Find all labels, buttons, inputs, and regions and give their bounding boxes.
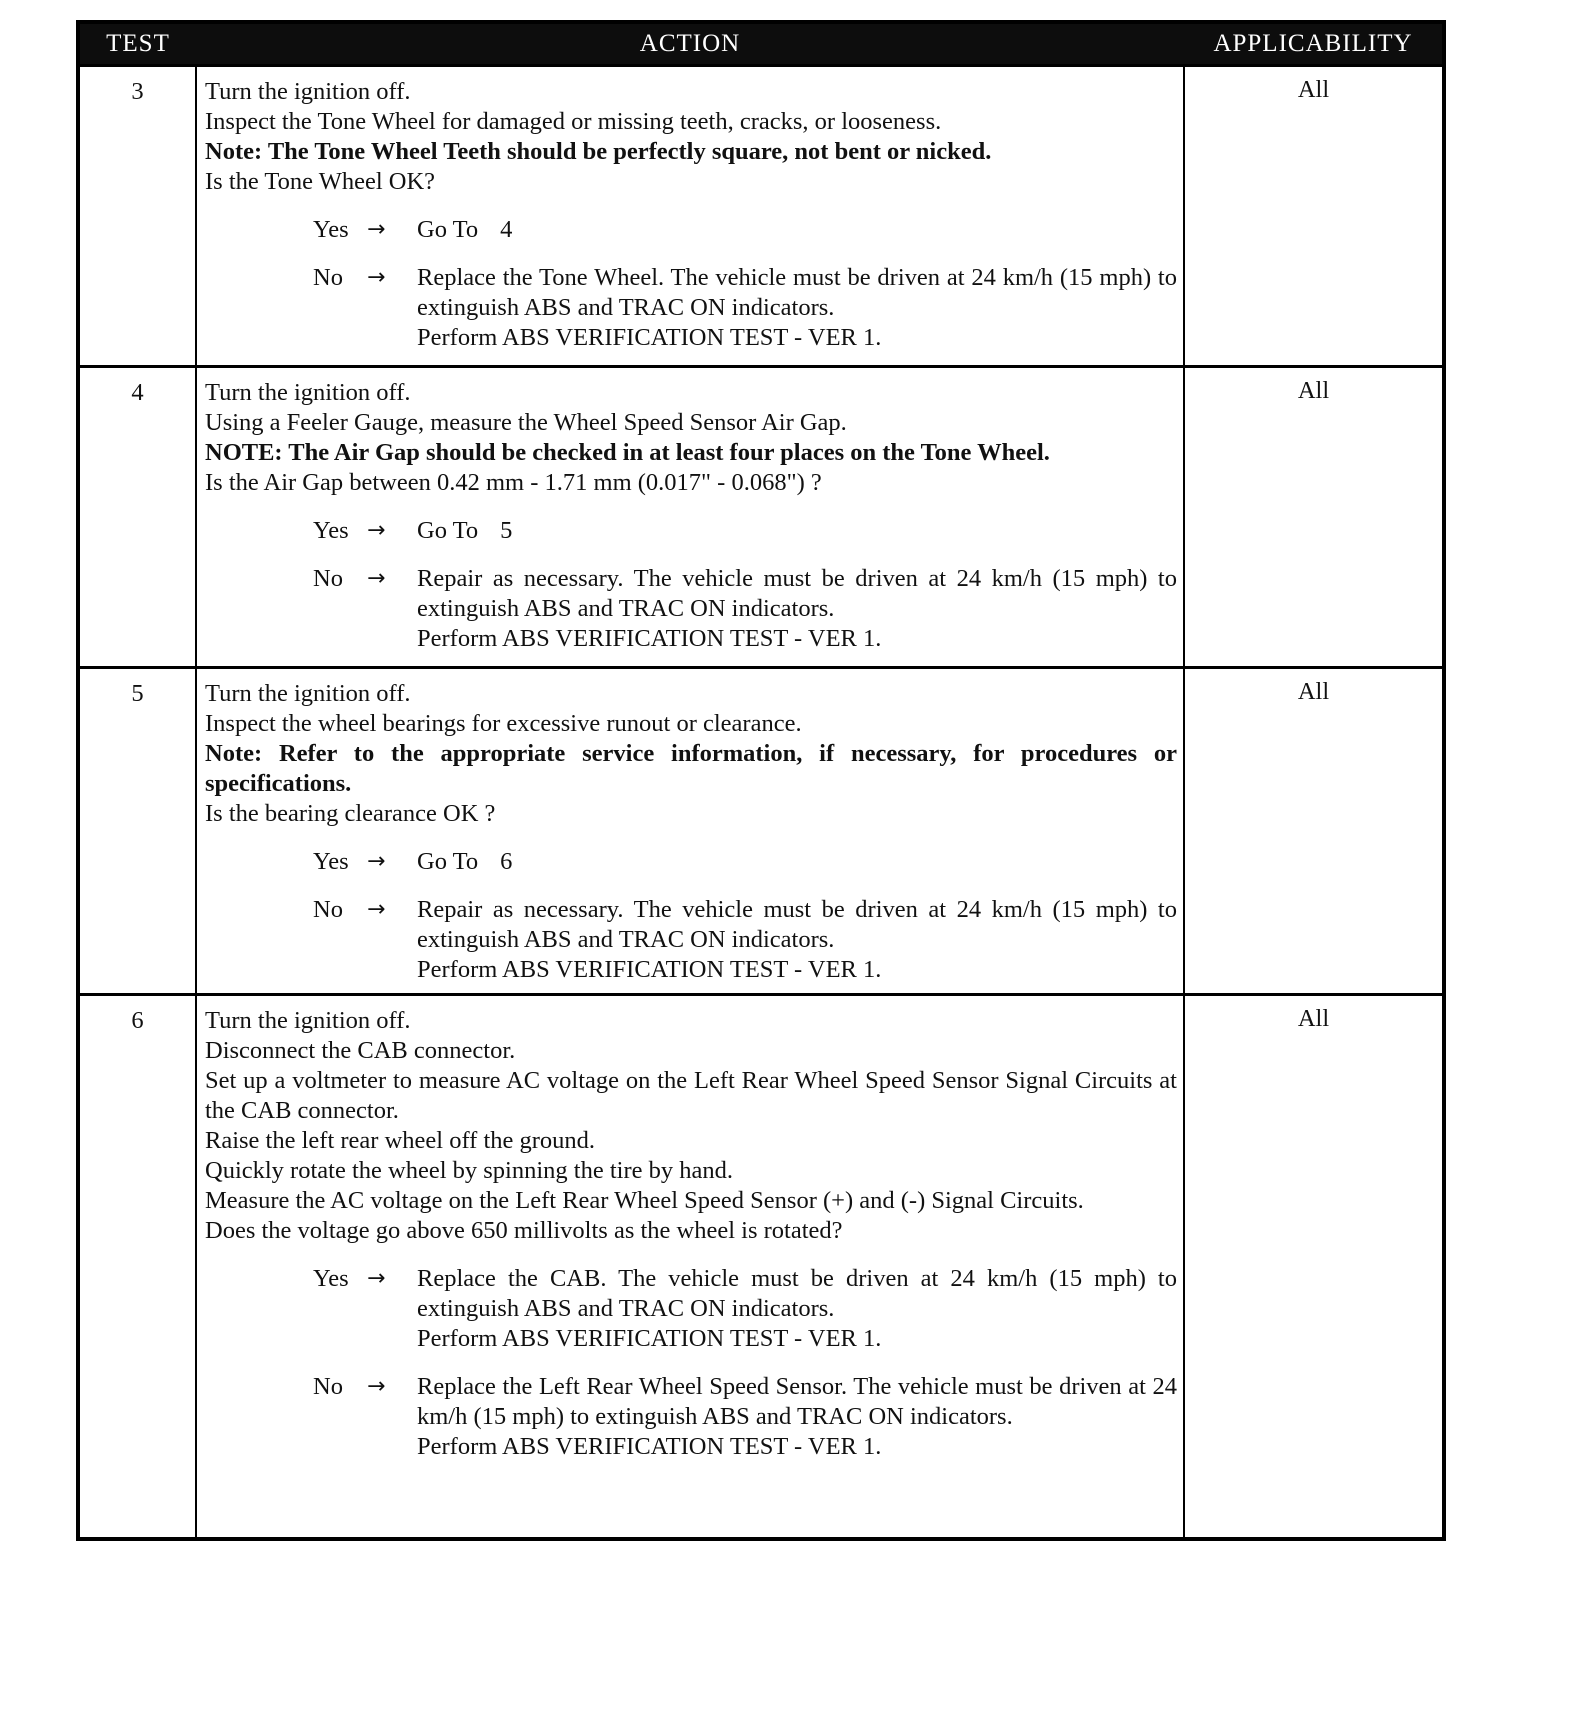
arrow-icon: → bbox=[367, 1374, 386, 1399]
no-label: No bbox=[313, 264, 343, 291]
yes-label: Yes bbox=[313, 1265, 349, 1292]
header-applicability: APPLICABILITY bbox=[1184, 22, 1444, 66]
applicability-cell: All bbox=[1184, 668, 1444, 995]
action-step: Measure the AC voltage on the Left Rear Wheel Speed Sensor (+) and (-) Signal Circuits. bbox=[205, 1187, 1084, 1214]
arrow-icon: → bbox=[367, 897, 386, 922]
action-step: Raise the left rear wheel off the ground. bbox=[205, 1127, 596, 1154]
yes-branch bbox=[313, 1264, 1177, 1354]
action-step: Turn the ignition off. bbox=[205, 680, 411, 707]
test-row-4 bbox=[78, 367, 1444, 668]
arrow-icon: → bbox=[367, 265, 386, 290]
yes-branch-text: Replace the CAB. The vehicle must be driven at 24 km/h (15 mph) to extinguish ABS and TRAC ON indicators. bbox=[417, 1265, 1177, 1322]
yes-branch bbox=[313, 847, 1177, 877]
test-number: 6 bbox=[78, 995, 196, 1539]
no-branch bbox=[313, 263, 1177, 353]
no-branch-perform: Perform ABS VERIFICATION TEST - VER 1. bbox=[417, 324, 882, 351]
action-step: Inspect the Tone Wheel for damaged or missing teeth, cracks, or looseness. bbox=[205, 108, 942, 135]
test-number: 3 bbox=[78, 66, 196, 367]
action-note: NOTE: The Air Gap should be checked in at least four places on the Tone Wheel. bbox=[205, 439, 1050, 466]
action-question: Is the Tone Wheel OK? bbox=[205, 168, 436, 195]
test-row-3 bbox=[78, 66, 1444, 367]
yes-label: Yes bbox=[313, 848, 349, 875]
header-action: ACTION bbox=[196, 22, 1184, 66]
no-branch-perform: Perform ABS VERIFICATION TEST - VER 1. bbox=[417, 1433, 882, 1460]
no-branch-perform: Perform ABS VERIFICATION TEST - VER 1. bbox=[417, 956, 882, 983]
action-cell bbox=[196, 668, 1184, 995]
test-number: 4 bbox=[78, 367, 196, 668]
action-note: Note: Refer to the appropriate service information, if necessary, for procedures or specifications. bbox=[205, 740, 1177, 797]
header-test: TEST bbox=[78, 22, 196, 66]
no-branch bbox=[313, 1372, 1177, 1462]
goto-text: Go To bbox=[417, 216, 479, 243]
diagnostic-sheet bbox=[76, 20, 1442, 1541]
action-step: Set up a voltmeter to measure AC voltage on the Left Rear Wheel Speed Sensor Signal Circuits at the CAB connector. bbox=[205, 1067, 1177, 1124]
yes-label: Yes bbox=[313, 216, 349, 243]
applicability-cell: All bbox=[1184, 66, 1444, 367]
goto-number: 6 bbox=[500, 848, 513, 875]
goto-number: 4 bbox=[500, 216, 513, 243]
no-branch-text: Repair as necessary. The vehicle must be driven at 24 km/h (15 mph) to extinguish ABS and TRAC ON indicators. bbox=[417, 896, 1177, 953]
yes-branch bbox=[313, 215, 1177, 245]
goto-text: Go To bbox=[417, 517, 479, 544]
no-label: No bbox=[313, 565, 343, 592]
action-note: Note: The Tone Wheel Teeth should be perfectly square, not bent or nicked. bbox=[205, 138, 992, 165]
yes-label: Yes bbox=[313, 517, 349, 544]
action-step: Turn the ignition off. bbox=[205, 379, 411, 406]
action-step: Turn the ignition off. bbox=[205, 1007, 411, 1034]
action-question: Is the Air Gap between 0.42 mm - 1.71 mm (0.017" - 0.068") ? bbox=[205, 469, 822, 496]
no-label: No bbox=[313, 1373, 343, 1400]
test-row-6 bbox=[78, 995, 1444, 1539]
no-branch-perform: Perform ABS VERIFICATION TEST - VER 1. bbox=[417, 625, 882, 652]
action-question: Does the voltage go above 650 millivolts as the wheel is rotated? bbox=[205, 1217, 843, 1244]
yes-branch-perform: Perform ABS VERIFICATION TEST - VER 1. bbox=[417, 1325, 882, 1352]
action-step: Using a Feeler Gauge, measure the Wheel Speed Sensor Air Gap. bbox=[205, 409, 847, 436]
no-branch-text: Replace the Tone Wheel. The vehicle must be driven at 24 km/h (15 mph) to extinguish ABS and TRAC ON indicators. bbox=[417, 264, 1177, 321]
action-cell bbox=[196, 66, 1184, 367]
goto-text: Go To bbox=[417, 848, 479, 875]
action-step: Turn the ignition off. bbox=[205, 78, 411, 105]
goto-number: 5 bbox=[500, 517, 513, 544]
yes-branch bbox=[313, 516, 1177, 546]
action-step: Quickly rotate the wheel by spinning the tire by hand. bbox=[205, 1157, 733, 1184]
test-row-5 bbox=[78, 668, 1444, 995]
arrow-icon: → bbox=[367, 518, 386, 543]
no-label: No bbox=[313, 896, 343, 923]
diagnostic-table bbox=[76, 20, 1446, 1541]
arrow-icon: → bbox=[367, 566, 386, 591]
no-branch-text: Replace the Left Rear Wheel Speed Sensor. The vehicle must be driven at 24 km/h (15 mph) to extinguish ABS and TRAC ON indicators. bbox=[417, 1373, 1177, 1430]
arrow-icon: → bbox=[367, 1266, 386, 1291]
action-cell bbox=[196, 995, 1184, 1539]
no-branch bbox=[313, 564, 1177, 654]
table-header-row bbox=[78, 22, 1444, 66]
arrow-icon: → bbox=[367, 217, 386, 242]
action-step: Inspect the wheel bearings for excessive runout or clearance. bbox=[205, 710, 802, 737]
arrow-icon: → bbox=[367, 849, 386, 874]
applicability-cell: All bbox=[1184, 995, 1444, 1539]
action-step: Disconnect the CAB connector. bbox=[205, 1037, 516, 1064]
action-question: Is the bearing clearance OK ? bbox=[205, 800, 496, 827]
applicability-cell: All bbox=[1184, 367, 1444, 668]
test-number: 5 bbox=[78, 668, 196, 995]
no-branch-text: Repair as necessary. The vehicle must be driven at 24 km/h (15 mph) to extinguish ABS and TRAC ON indicators. bbox=[417, 565, 1177, 622]
no-branch bbox=[313, 895, 1177, 985]
action-cell bbox=[196, 367, 1184, 668]
